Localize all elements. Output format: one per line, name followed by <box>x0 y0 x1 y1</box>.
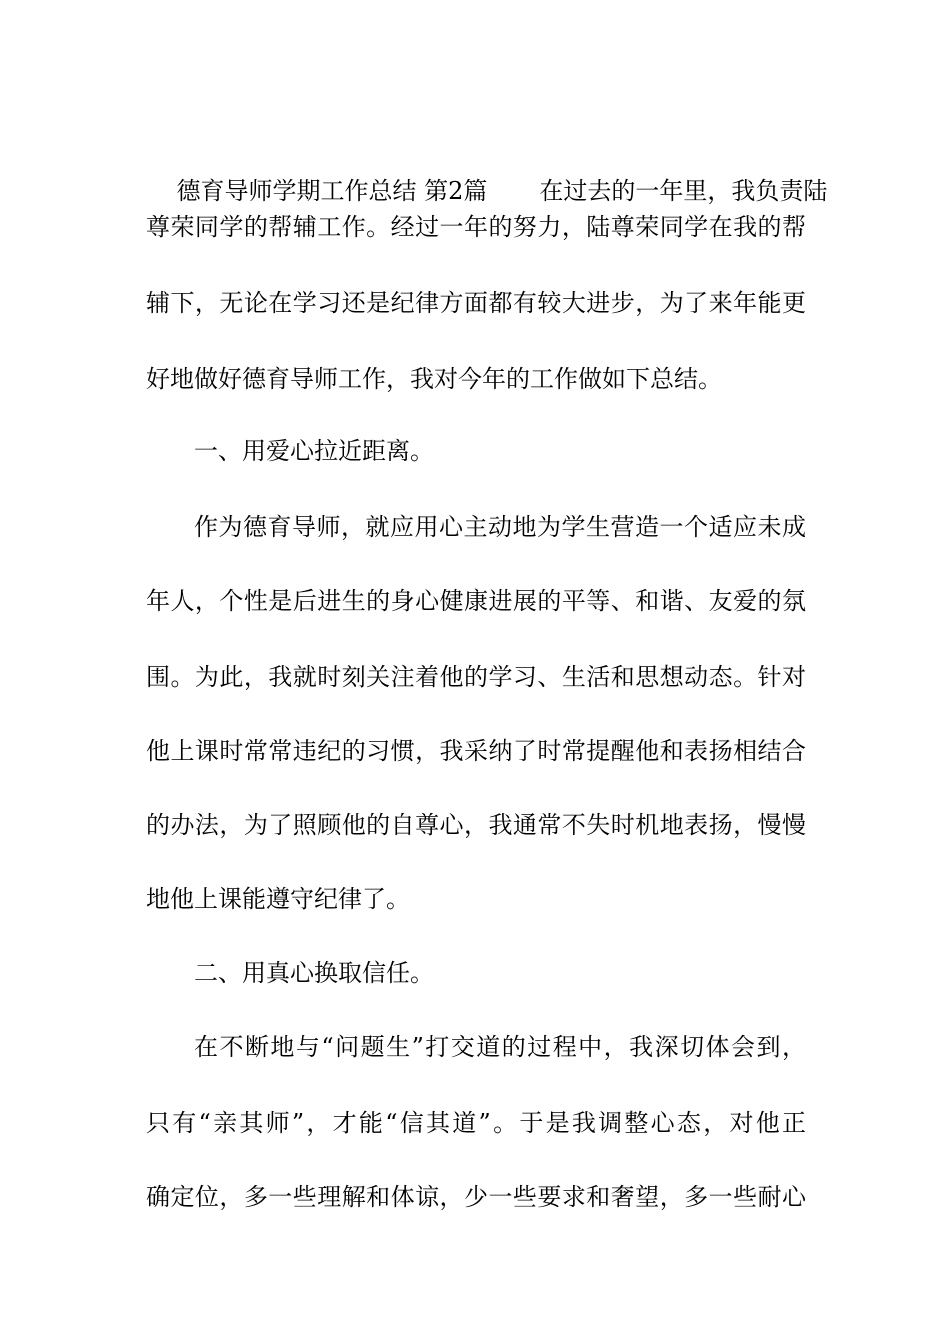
paragraph-line: 年人，个性是后进生的身心健康进展的平等、和谐、友爱的氛 <box>146 587 806 615</box>
paragraph-line: 地他上课能遵守纪律了。 <box>146 885 410 913</box>
paragraph-line: 他上课时常常违纪的习惯，我采纳了时常提醒他和表扬相结合 <box>146 737 806 765</box>
paragraph-line: 确定位，多一些理解和体谅，少一些要求和奢望，多一些耐心 <box>146 1183 806 1211</box>
paragraph-line: 围。为此，我就时刻关注着他的学习、生活和思想动态。针对 <box>146 663 806 691</box>
paragraph-line: 作为德育导师，就应用心主动地为学生营造一个适应未成 <box>194 513 806 541</box>
paragraph-line: 好地做好德育导师工作，我对今年的工作做如下总结。 <box>146 365 722 393</box>
section-heading: 二、用真心换取信任。 <box>194 959 434 987</box>
paragraph-line: 只有“亲其师”，才能“信其道”。于是我调整心态，对他正 <box>146 1109 806 1137</box>
paragraph-line: 尊荣同学的帮辅工作。经过一年的努力，陆尊荣同学在我的帮 <box>146 213 806 241</box>
intro-first-line: 在过去的一年里，我负责陆 <box>539 177 828 205</box>
paragraph-line: 辅下，无论在学习还是纪律方面都有较大进步，为了来年能更 <box>146 289 806 317</box>
section-heading: 一、用爱心拉近距离。 <box>194 437 434 465</box>
paragraph-line: 在不断地与“问题生”打交道的过程中，我深切体会到， <box>194 1033 806 1061</box>
title-line <box>146 131 828 205</box>
paragraph-line: 的办法，为了照顾他的自尊心，我通常不失时机地表扬，慢慢 <box>146 811 806 839</box>
document-title: 德育导师学期工作总结 第2篇 <box>176 177 488 205</box>
